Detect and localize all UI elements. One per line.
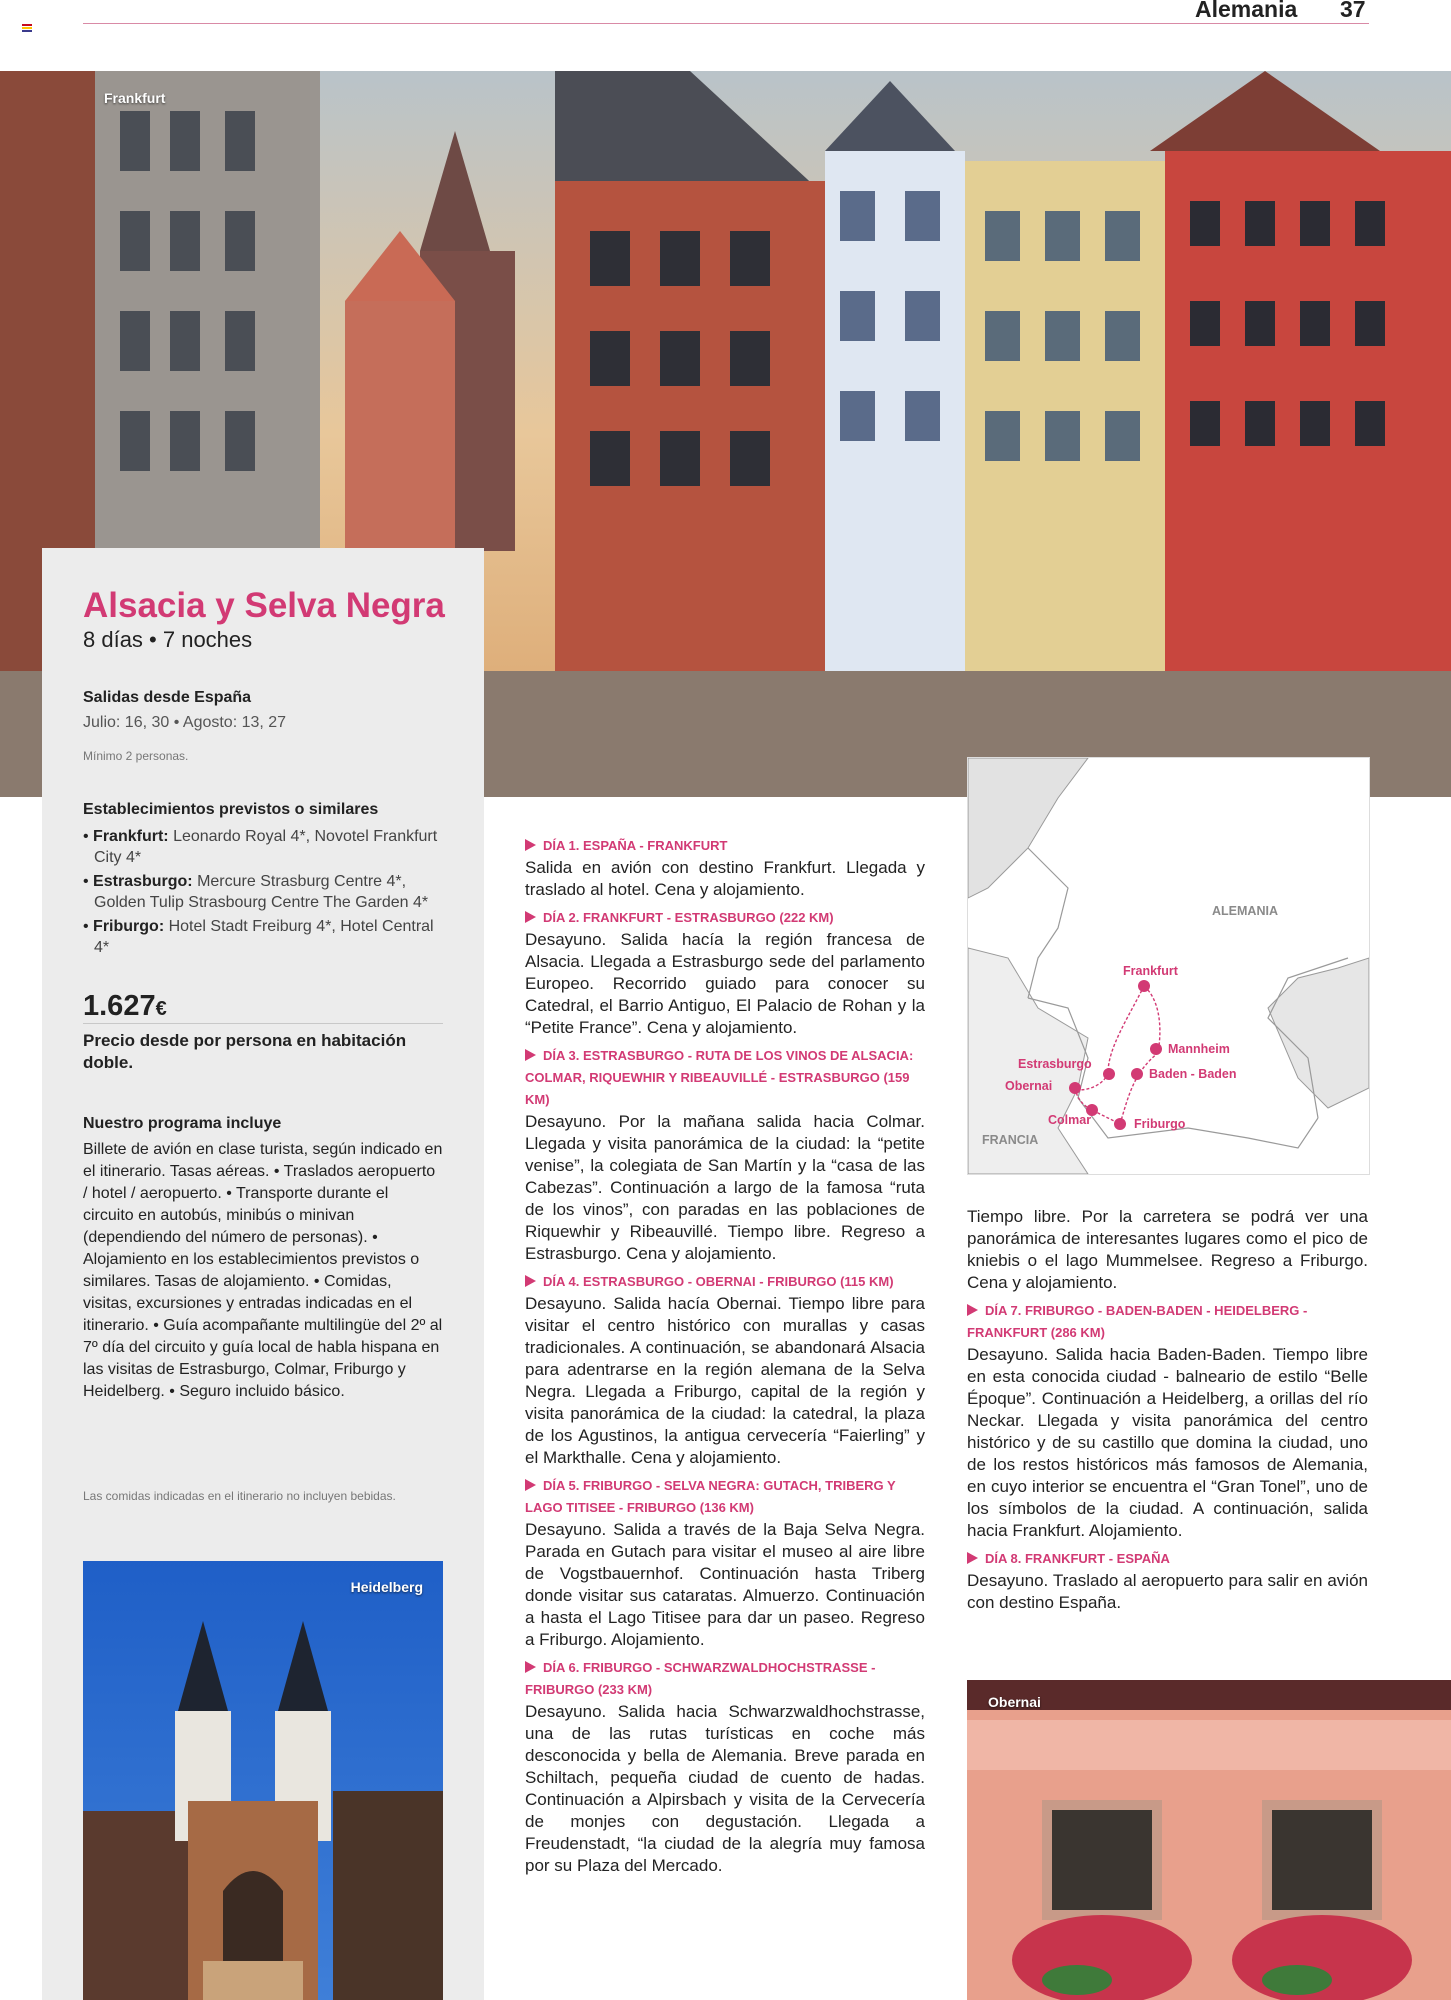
spain-flag-icon — [22, 24, 32, 32]
hotels-heading: Establecimientos previstos o similares — [83, 801, 379, 818]
price-description: Precio desde por persona en habitación doble. — [83, 1031, 407, 1072]
obernai-caption: Obernai — [988, 1694, 1041, 1710]
trip-duration: 8 días • 7 noches — [83, 627, 253, 652]
heidelberg-caption: Heidelberg — [350, 1579, 423, 1595]
city-label-baden-baden: Baden - Baden — [1149, 1067, 1237, 1081]
day-heading: DÍA 1. ESPAÑA - FRANKFURT — [525, 835, 925, 857]
hotels-list — [83, 826, 443, 961]
day-heading: DÍA 8. FRANKFURT - ESPAÑA — [967, 1548, 1368, 1570]
includes-heading: Nuestro programa incluye — [83, 1115, 282, 1132]
arrow-icon — [525, 1661, 536, 1673]
heidelberg-photo — [83, 1561, 443, 2000]
page-number: 37 — [1340, 0, 1366, 22]
arrow-icon — [967, 1304, 978, 1316]
minimum-note: Mínimo 2 personas. — [83, 749, 189, 763]
day-heading: DÍA 2. FRANKFURT - ESTRASBURGO (222 KM) — [525, 907, 925, 929]
section-title: Alemania — [1195, 0, 1298, 22]
meals-note: Las comidas indicadas en el itinerario no incluyen bebidas. — [83, 1489, 396, 1503]
day-body: Desayuno. Salida hacía Obernai. Tiempo libre para visitar el centro histórico con murallas y casas tradicionales. A continuación, se abandonará Alsacia para adentrarse en la región alemana de la Selva Negra. Llegada a Friburgo, capital de la región y visita panorámica de la ciudad: la catedral, la plaza de los Agustinos, la antigua cervecería “Faierling” y el Markthalle. Cena y alojamiento. — [525, 1294, 925, 1467]
day-body: Desayuno. Salida hacía la región francesa de Alsacia. Llegada a Estrasburgo sede del parlamento Europeo. Recorrido guiado para conocer su Catedral, el Barrio Antiguo, El Palacio de Rohan y la “Petite France”. Cena y alojamiento. — [525, 930, 925, 1037]
city-label-frankfurt: Frankfurt — [1123, 964, 1178, 978]
day-body: Tiempo libre. Por la carretera se podrá ver una panorámica de interesantes lugares como el pico de kniebis o el lago Mummelsee. Regreso a Friburgo. Cena y alojamiento. — [967, 1207, 1368, 1292]
country-label-alemania: ALEMANIA — [1212, 904, 1278, 918]
route-map — [967, 757, 1370, 1175]
hotel-item: • Estrasburgo: Mercure Strasburg Centre 4*, Golden Tulip Strasbourg Centre The Garden 4* — [83, 873, 429, 911]
day-body: Desayuno. Salida hacia Schwarzwaldhochstrasse, una de las rutas turísticas en coche más desconocida y bella de Alemania. Breve parada en Schiltach, pequeña ciudad de cuento de hadas. Continuación a Alpirsbach y visita de la Cervecería de monjes con degustación. Llegada a Freudenstadt, “la ciudad de la alegría muy famosa por su Plaza del Mercado. — [525, 1702, 925, 1875]
arrow-icon — [525, 1479, 536, 1491]
hotel-item: • Frankfurt: Leonardo Royal 4*, Novotel Frankfurt City 4* — [83, 828, 438, 866]
city-label-estrasburgo: Estrasburgo — [1018, 1057, 1092, 1071]
hotel-item: • Friburgo: Hotel Stadt Freiburg 4*, Hotel Central 4* — [83, 918, 434, 956]
city-label-mannheim: Mannheim — [1168, 1042, 1230, 1056]
country-label-francia: FRANCIA — [982, 1133, 1039, 1147]
arrow-icon — [525, 839, 536, 851]
price-divider — [83, 1023, 443, 1024]
arrow-icon — [525, 1049, 536, 1061]
day-heading: DÍA 3. ESTRASBURGO - RUTA DE LOS VINOS DE ALSACIA: COLMAR, RIQUEWHIR Y RIBEAUVILLÉ - ESTRASBURGO (159 KM) — [525, 1048, 914, 1107]
city-label-colmar: Colmar — [1048, 1113, 1092, 1127]
day-body: Desayuno. Traslado al aeropuerto para salir en avión con destino España. — [967, 1571, 1368, 1612]
arrow-icon — [525, 1275, 536, 1287]
itinerary-column-1 — [525, 835, 925, 1883]
price: 1.627€ — [83, 990, 167, 1022]
day-heading: DÍA 4. ESTRASBURGO - OBERNAI - FRIBURGO (115 KM) — [525, 1271, 925, 1293]
obernai-photo — [967, 1680, 1451, 2000]
trip-title: Alsacia y Selva Negra — [83, 586, 445, 625]
city-label-friburgo: Friburgo — [1134, 1117, 1186, 1131]
arrow-icon — [525, 911, 536, 923]
city-label-obernai: Obernai — [1005, 1079, 1053, 1093]
departures-dates: Julio: 16, 30 • Agosto: 13, 27 — [83, 714, 287, 731]
day-body: Desayuno. Salida hacia Baden-Baden. Tiempo libre en esta conocida ciudad - balneario de estilo “Belle Époque”. Continuación a Heidelberg, a orillas del río Neckar. Llegada y visita panorámica del centro histórico y de su castillo que domina la ciudad, uno de los restos históricos más famosos de Alemania, en cuyo interior se encuentra el “Gran Tonel”, uno de los símbolos de la ciudad. A continuación, salida hacia Frankfurt. Alojamiento. — [967, 1345, 1368, 1540]
header-rule — [83, 23, 1369, 24]
day-body: Desayuno. Por la mañana salida hacia Colmar. Llegada y visita panorámica de la ciudad: la “petite venise”, la colegiata de San Martín y la “casa de las Cabezas”. Continuación a largo de la famosa “ruta de los vinos”, con paradas en las poblaciones de Riquewhir y Ribeauvillé. Tiempo libre. Regreso a Estrasburgo. Cena y alojamiento. — [525, 1112, 925, 1263]
hero-caption: Frankfurt — [104, 90, 166, 106]
day-heading: DÍA 5. FRIBURGO - SELVA NEGRA: GUTACH, TRIBERG Y LAGO TITISEE - FRIBURGO (136 KM) — [525, 1478, 896, 1515]
day-heading: DÍA 6. FRIBURGO - SCHWARZWALDHOCHSTRASSE - FRIBURGO (233 KM) — [525, 1660, 876, 1697]
day-body: Desayuno. Salida a través de la Baja Selva Negra. Parada en Gutach para visitar el museo al aire libre de Vogstbauernhof. Continuación hasta Triberg donde visitar sus cataratas. Almuerzo. Continuación a hasta el Lago Titisee para dar un paseo. Regreso a Friburgo. Alojamiento. — [525, 1520, 925, 1649]
day-heading: DÍA 7. FRIBURGO - BADEN-BADEN - HEIDELBERG - FRANKFURT (286 KM) — [967, 1303, 1308, 1340]
includes-text: Billete de avión en clase turista, según indicado en el itinerario. Tasas aéreas. • Traslados aeropuerto / hotel / aeropuerto. • Transporte durante el circuito en autobús, minibús o minivan (dependiendo del número de personas). • Alojamiento en los establecimientos previstos o similares. Tasas de alojamiento. • Comidas, visitas, excursiones y entradas indicadas en el itinerario. • Guía acompañante multilingüe del 2º al 7º día del circuito y guía local de habla hispana en las visitas de Estrasburgo, Colmar, Friburgo y Heidelberg. • Seguro incluido básico. — [83, 1141, 443, 1400]
departures-heading: Salidas desde España — [83, 689, 252, 706]
itinerary-column-2 — [967, 1206, 1368, 1620]
day-body: Salida en avión con destino Frankfurt. Llegada y traslado al hotel. Cena y alojamiento. — [525, 858, 925, 899]
arrow-icon — [967, 1552, 978, 1564]
